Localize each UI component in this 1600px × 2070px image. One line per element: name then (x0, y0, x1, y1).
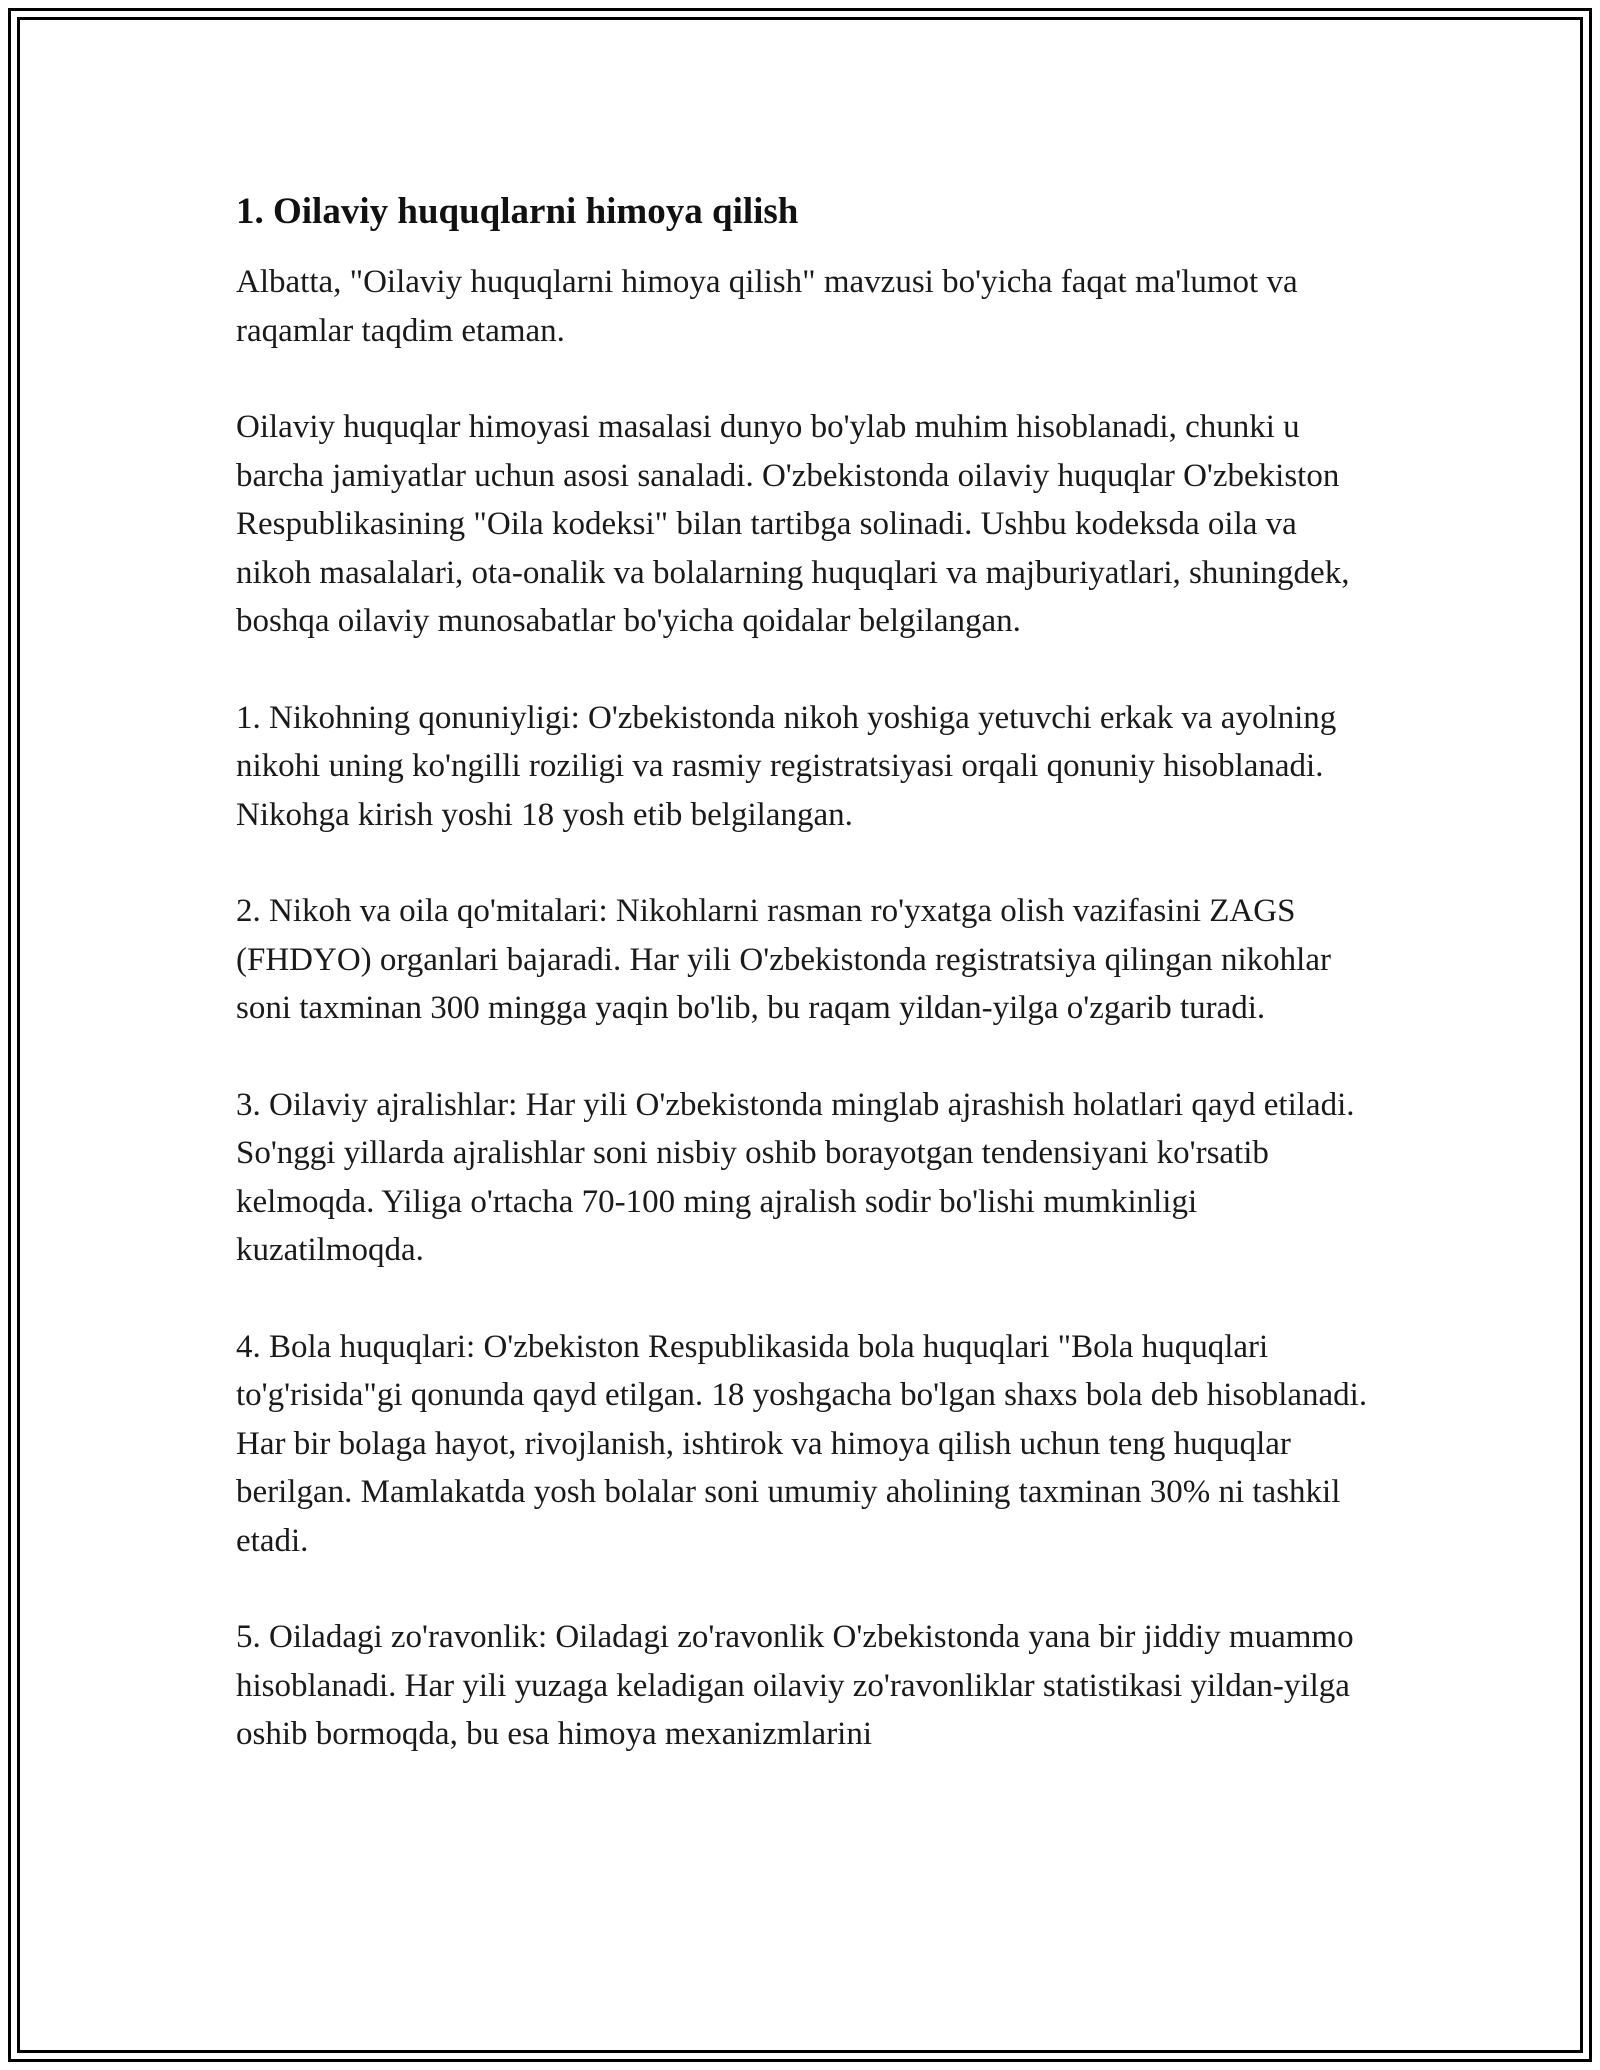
point-4-paragraph: 4. Bola huquqlari: O'zbekiston Respublikasida bola huquqlari "Bola huquqlari to'g'risida"gi qonunda qayd etilgan. 18 yoshgacha bo'lgan shaxs bola deb hisoblanadi. Har bir bolaga hayot, rivojlanish, ishtirok va himoya qilish uchun teng huquqlar berilgan. Mamlakatda yosh bolalar soni umumiy aholining taxminan 30% ni tashkil etadi. (236, 1328, 1368, 1559)
point-2-paragraph: 2. Nikoh va oila qo'mitalari: Nikohlarni rasman ro'yxatga olish vazifasini ZAGS (FHDYO) organlari bajaradi. Har yili O'zbekistonda registratsiya qilingan nikohlar soni taxminan 300 mingga yaqin bo'lib, bu raqam yildan-yilga o'zgarib turadi. (236, 893, 1331, 1026)
point-5-paragraph: 5. Oiladagi zo'ravonlik: Oiladagi zo'ravonlik O'zbekistonda yana bir jiddiy muammo hisoblanadi. Har yili yuzaga keladigan oilaviy zo'ravonliklar statistikasi yildan-yilga oshib bormoqda, bu esa himoya mexanizmlarini (236, 1619, 1354, 1752)
point-3-paragraph: 3. Oilaviy ajralishlar: Har yili O'zbekistonda minglab ajrashish holatlari qayd etiladi. So'nggi yillarda ajralishlar soni nisbiy oshib borayotgan tendensiyani ko'rsatib kelmoqda. Yiliga o'rtacha 70-100 ming ajralish sodir bo'lishi mumkinligi kuzatilmoqda. (236, 1086, 1355, 1268)
intro-paragraph: Albatta, "Oilaviy huquqlarni himoya qilish" mavzusi bo'yicha faqat ma'lumot va raqamlar taqdim etaman. (236, 264, 1298, 349)
document-body (236, 188, 1376, 1807)
page-title: 1. Oilaviy huquqlarni himoya qilish (236, 191, 799, 232)
overview-paragraph: Oilaviy huquqlar himoyasi masalasi dunyo bo'ylab muhim hisoblanadi, chunki u barcha jamiyatlar uchun asosi sanaladi. O'zbekistonda oilaviy huquqlar O'zbekiston Respublikasining "Oila kodeksi" bilan tartibga solinadi. Ushbu kodeksda oila va nikoh masalalari, ota-onalik va bolalarning huquqlari va majburiyatlari, shuningdek, boshqa oilaviy munosabatlar bo'yicha qoidalar belgilangan. (236, 409, 1350, 639)
point-1-paragraph: 1. Nikohning qonuniyligi: O'zbekistonda nikoh yoshiga yetuvchi erkak va ayolning nikohi uning ko'ngilli roziligi va rasmiy registratsiyasi orqali qonuniy hisoblanadi. Nikohga kirish yoshi 18 yosh etib belgilangan. (236, 699, 1337, 833)
